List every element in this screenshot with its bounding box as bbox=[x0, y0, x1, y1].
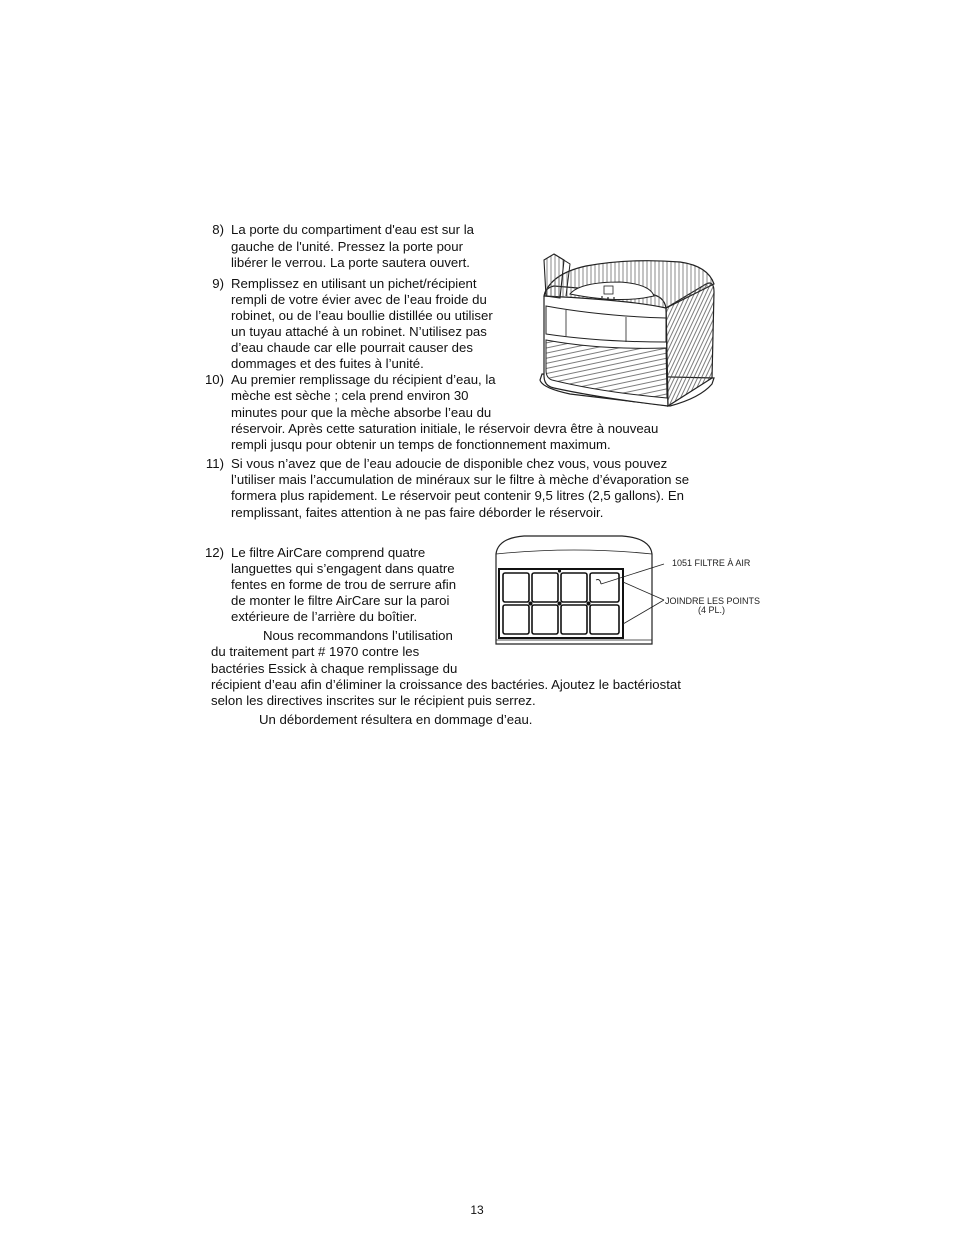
item-11-line-3: formera plus rapidement. Le réservoir peut contenir 9,5 litres (2,5 gallons). En bbox=[231, 488, 684, 503]
item-12-line-3: fentes en forme de trou de serrure afin bbox=[231, 577, 457, 592]
humidifier-illustration bbox=[530, 238, 720, 423]
item-10-line-4: réservoir. Après cette saturation initiale, le réservoir devra être à nouveau bbox=[231, 421, 659, 436]
item-12-number: 12) bbox=[204, 545, 224, 560]
item-9-line-2: rempli de votre évier avec de l’eau froide du bbox=[231, 292, 487, 307]
page-number: 13 bbox=[470, 1203, 484, 1217]
item-10-line-1: Au premier remplissage du récipient d’eau, la bbox=[231, 372, 496, 387]
item-9-line-1: Remplissez en utilisant un pichet/récipient bbox=[231, 276, 477, 291]
recommend-line-2: du traitement part # 1970 contre les bbox=[211, 644, 420, 659]
item-11-line-4: remplissant, faites attention à ne pas faire déborder le réservoir. bbox=[231, 505, 604, 520]
item-12-line-5: extérieure de l’arrière du boîtier. bbox=[231, 609, 418, 624]
filter-back-view-illustration bbox=[494, 532, 654, 650]
item-10-number: 10) bbox=[204, 372, 224, 387]
item-8-line-1: La porte du compartiment d'eau est sur la bbox=[231, 222, 474, 237]
recommend-line-3: bactéries Essick à chaque remplissage du bbox=[211, 661, 458, 676]
recommend-line-1: Nous recommandons l’utilisation bbox=[263, 628, 453, 643]
item-8-line-2: gauche de l'unité. Pressez la porte pour bbox=[231, 239, 463, 254]
item-10-line-3: minutes pour que la mèche absorbe l’eau du bbox=[231, 405, 492, 420]
item-9-number: 9) bbox=[212, 276, 224, 291]
item-12-line-1: Le filtre AirCare comprend quatre bbox=[231, 545, 426, 560]
item-11-line-2: l’utiliser mais l’accumulation de minéraux sur le filtre à mèche d’évaporation se bbox=[231, 472, 690, 487]
overflow-warning: Un débordement résultera en dommage d’eau. bbox=[259, 712, 533, 727]
item-11-line-1: Si vous n’avez que de l’eau adoucie de disponible chez vous, vous pouvez bbox=[231, 456, 668, 471]
item-12-line-2: languettes qui s’engagent dans quatre bbox=[231, 561, 455, 576]
recommend-line-5: selon les directives inscrites sur le récipient puis serrez. bbox=[211, 693, 536, 708]
item-12-line-4: de monter le filtre AirCare sur la paroi bbox=[231, 593, 450, 608]
item-10-line-5: rempli jusqu pour obtenir un temps de fonctionnement maximum. bbox=[231, 437, 611, 452]
item-10-line-2: mèche est sèche ; cela prend environ 30 bbox=[231, 388, 469, 403]
callout-air-filter: 1051 FILTRE À AIR bbox=[672, 558, 751, 568]
item-11-number: 11) bbox=[205, 456, 224, 471]
item-9-line-4: un tuyau attaché à un robinet. N’utilisez pas bbox=[231, 324, 487, 339]
item-9-line-5: d’eau chaude car elle pourrait causer des bbox=[231, 340, 473, 355]
item-9-line-6: dommages et des fuites à l’unité. bbox=[231, 356, 424, 371]
item-9-line-3: robinet, ou de l’eau boullie distillée ou utiliser bbox=[231, 308, 493, 323]
callout-join-dots-count: (4 PL.) bbox=[698, 605, 726, 615]
callout-join-dots: JOINDRE LES POINTS bbox=[665, 596, 761, 606]
recommend-line-4: récipient d’eau afin d’éliminer la croissance des bactéries. Ajoutez le bactériostat bbox=[211, 677, 681, 692]
item-8-number: 8) bbox=[212, 222, 224, 237]
item-8-line-3: libérer le verrou. La porte sautera ouvert. bbox=[231, 255, 470, 270]
